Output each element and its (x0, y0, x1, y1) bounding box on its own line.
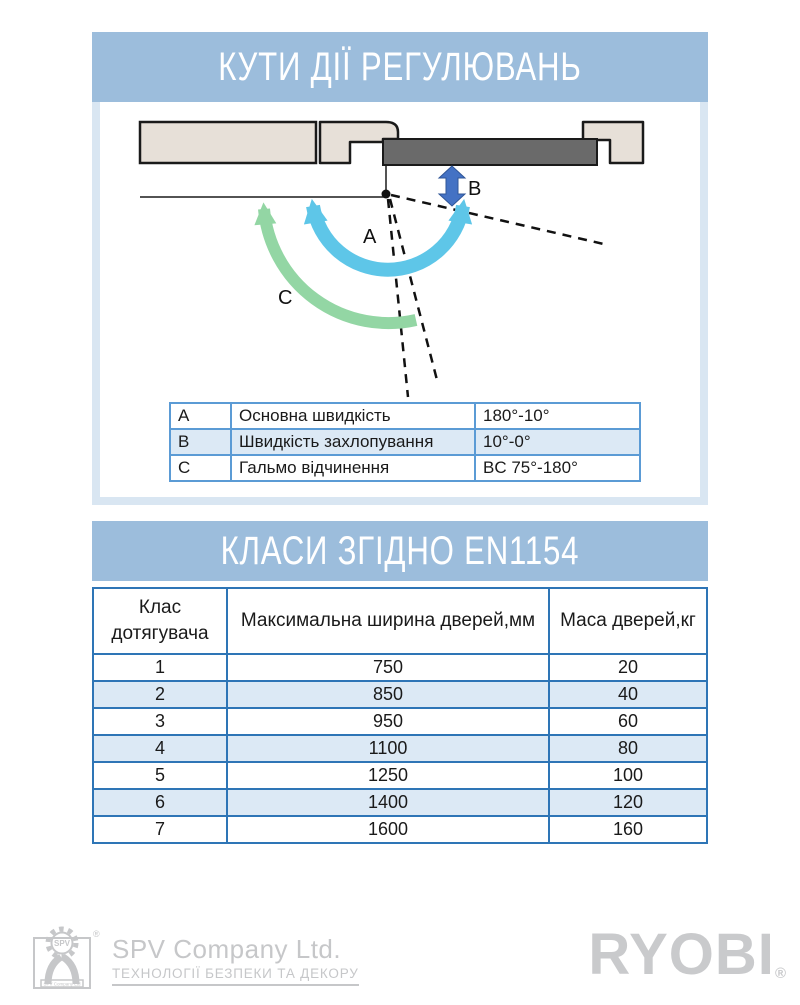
spv-emblem-caption: SPV Company Ltd (43, 981, 81, 987)
table-cell: 120 (549, 789, 707, 816)
table-cell: 1 (93, 654, 227, 681)
table-row (93, 681, 707, 708)
label-a: A (363, 226, 377, 248)
table-cell: 10°-0° (475, 429, 640, 455)
table-cell: 1600 (227, 816, 549, 843)
arc-a-arrow (313, 206, 463, 270)
table-cell: 7 (93, 816, 227, 843)
classes-section-title: КЛАСИ ЗГІДНО EN1154 (220, 528, 580, 573)
table-row (93, 816, 707, 843)
angles-table (169, 402, 641, 482)
ryobi-registered-mark: ® (774, 965, 786, 982)
ryobi-wordmark: RYOBI (588, 922, 775, 987)
table-row (93, 654, 707, 681)
table-row (170, 403, 640, 429)
table-cell: 100 (549, 762, 707, 789)
spv-emblem-icon (30, 926, 100, 992)
table-cell: BC 75°-180° (475, 455, 640, 481)
spv-company-name: SPV Company Ltd. (112, 934, 342, 964)
table-row (93, 708, 707, 735)
table-cell: 80 (549, 735, 707, 762)
angles-section-header (92, 32, 708, 102)
spv-tagline: ТЕХНОЛОГІЇ БЕЗПЕКИ ТА ДЕКОРУ (112, 966, 359, 986)
table-row (170, 455, 640, 481)
spv-logo (30, 926, 359, 992)
table-cell: 1250 (227, 762, 549, 789)
column-header-mass: Маса дверей,кг (549, 588, 707, 654)
dashed-line-10deg (391, 195, 608, 245)
table-row (93, 735, 707, 762)
door-closer-angles-diagram (100, 102, 700, 402)
table-cell: 160 (549, 816, 707, 843)
column-header-class: Клас дотягувача (93, 588, 227, 654)
table-cell: B (170, 429, 231, 455)
label-c: C (278, 287, 293, 309)
angles-section-body (92, 102, 708, 505)
table-cell: 180°-10° (475, 403, 640, 429)
wall-left (140, 122, 316, 163)
arrow-b (439, 166, 465, 206)
column-header-width: Максимальна ширина дверей,мм (227, 588, 549, 654)
table-cell: 5 (93, 762, 227, 789)
table-cell: 6 (93, 789, 227, 816)
table-cell: A (170, 403, 231, 429)
classes-table (92, 587, 708, 844)
table-header-row (93, 588, 707, 654)
classes-section-header (92, 521, 708, 581)
angles-section-title: КУТИ ДІЇ РЕГУЛЮВАНЬ (218, 44, 582, 89)
spv-text-block (112, 926, 359, 986)
table-row (93, 789, 707, 816)
table-cell: Гальмо відчинення (231, 455, 475, 481)
table-cell: Швидкість захлопування (231, 429, 475, 455)
table-cell: 60 (549, 708, 707, 735)
footer (0, 920, 800, 1000)
table-cell: 4 (93, 735, 227, 762)
label-b: B (468, 178, 482, 200)
table-row (170, 429, 640, 455)
table-cell: 1100 (227, 735, 549, 762)
ryobi-logo (588, 920, 786, 1005)
dashed-line-open-2 (390, 199, 437, 380)
spv-registered-mark: ® (93, 929, 100, 939)
table-cell: C (170, 455, 231, 481)
table-cell: 750 (227, 654, 549, 681)
spv-emblem-text: SPV (53, 939, 71, 948)
door-leaf (383, 139, 597, 165)
table-cell: 1400 (227, 789, 549, 816)
dashed-line-open-1 (388, 199, 408, 397)
table-cell: 40 (549, 681, 707, 708)
table-cell: Основна швидкість (231, 403, 475, 429)
pivot-dot (382, 190, 391, 199)
table-cell: 950 (227, 708, 549, 735)
angles-section (92, 32, 708, 505)
table-row (93, 762, 707, 789)
table-cell: 2 (93, 681, 227, 708)
table-cell: 20 (549, 654, 707, 681)
table-cell: 3 (93, 708, 227, 735)
table-cell: 850 (227, 681, 549, 708)
